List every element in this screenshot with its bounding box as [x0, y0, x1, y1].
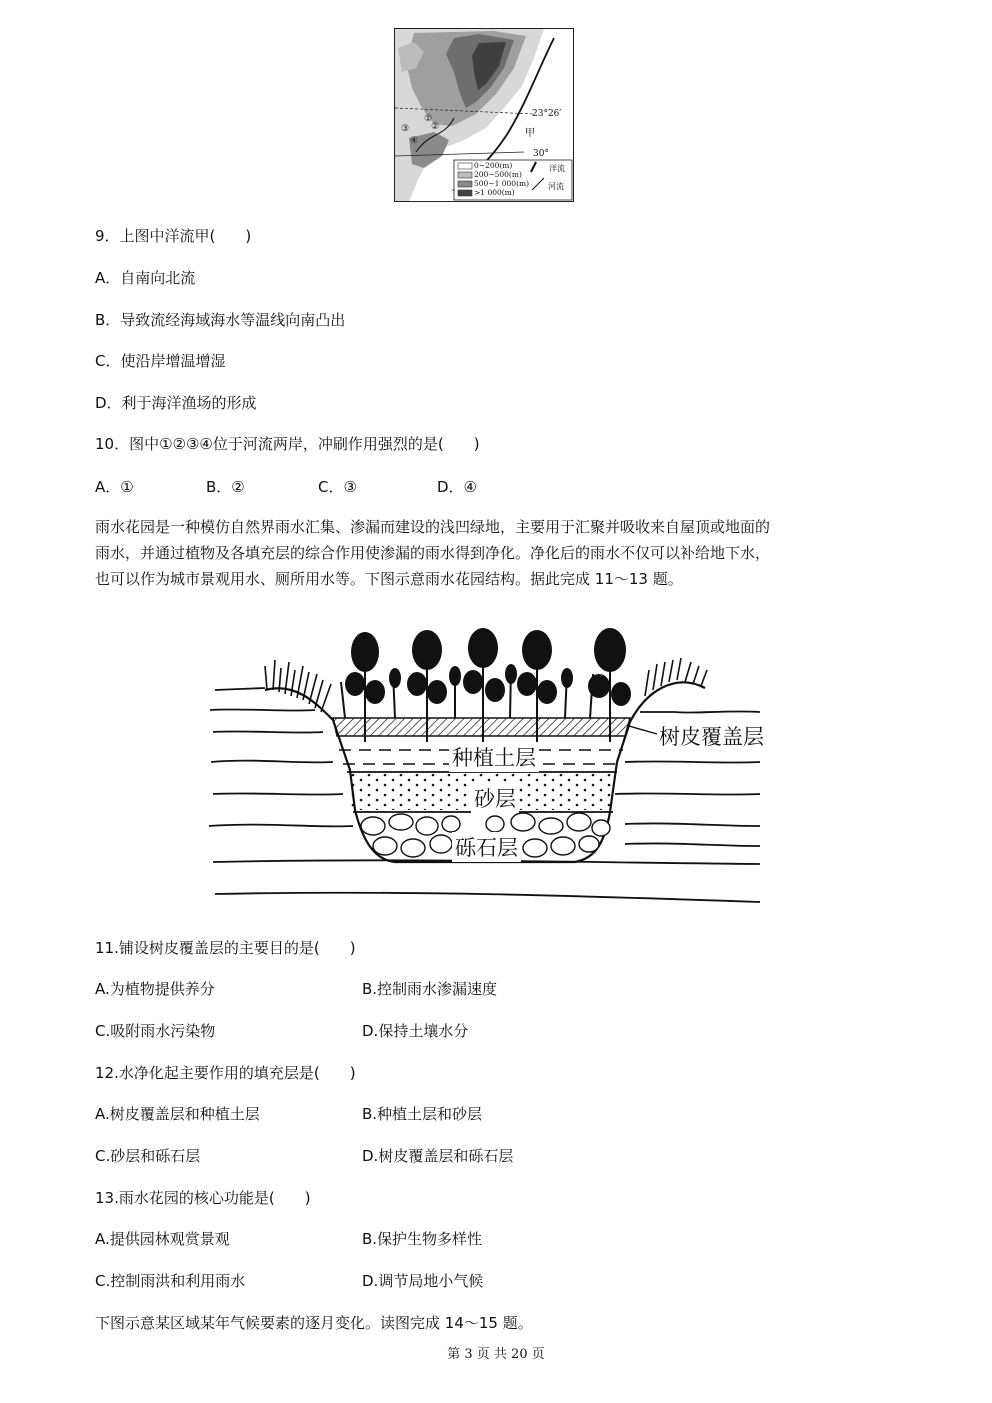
q13-option-c[interactable]: C.控制雨洪和利用雨水	[95, 1272, 246, 1290]
q12-option-b[interactable]: B.种植土层和砂层	[362, 1105, 483, 1123]
legend-river: 河流	[548, 182, 564, 191]
q11-stem: 11.铺设树皮覆盖层的主要目的是( )	[95, 939, 356, 957]
intro-climate: 下图示意某区域某年气候要素的逐月变化。读图完成 14～15 题。	[95, 1314, 533, 1332]
legend-item-3: >1 000(m)	[474, 188, 515, 197]
latitude-label-tropic: 23°26′	[532, 109, 562, 119]
legend-item-1: 200~500(m)	[474, 170, 522, 179]
q10-stem: 10．图中①②③④位于河流两岸，冲刷作用强烈的是( )	[95, 435, 480, 453]
legend-item-0: 0~200(m)	[474, 161, 513, 170]
q13-option-d[interactable]: D.调节局地小气候	[362, 1272, 484, 1290]
q13-stem: 13.雨水花园的核心功能是( )	[95, 1189, 311, 1207]
q12-option-a[interactable]: A.树皮覆盖层和种植土层	[95, 1105, 260, 1123]
q9-option-c[interactable]: C．使沿岸增温增湿	[95, 352, 226, 370]
q13-option-b[interactable]: B.保护生物多样性	[362, 1230, 483, 1248]
q10-option-d[interactable]: D．④	[437, 478, 477, 496]
site-label-1: ①	[424, 114, 433, 124]
diagram-label-sand: 砂层	[471, 783, 519, 813]
q10-option-c[interactable]: C．③	[318, 478, 357, 496]
current-label: 甲	[525, 128, 535, 139]
intro-rain-garden-line-3: 也可以作为城市景观用水、厕所用水等。下图示意雨水花园结构。据此完成 11～13 题。	[95, 570, 683, 588]
q9-stem: 9．上图中洋流甲( )	[95, 227, 252, 245]
intro-rain-garden-line-2: 雨水，并通过植物及各填充层的综合作用使渗漏的雨水得到净化。净化后的雨水不仅可以补给地下水，	[95, 544, 771, 562]
q12-stem: 12.水净化起主要作用的填充层是( )	[95, 1064, 356, 1082]
q10-option-b[interactable]: B．②	[206, 478, 245, 496]
legend-item-2: 500~1 000(m)	[474, 179, 530, 188]
q12-option-d[interactable]: D.树皮覆盖层和砾石层	[362, 1147, 514, 1165]
q9-option-a[interactable]: A．自南向北流	[95, 269, 196, 287]
diagram-label-bark: 树皮覆盖层	[659, 721, 764, 751]
site-label-3: ③	[401, 124, 410, 134]
diagram-label-soil: 种植土层	[449, 742, 539, 772]
legend-current: 洋流	[549, 164, 565, 173]
q10-option-a[interactable]: A．①	[95, 478, 134, 496]
q11-option-a[interactable]: A.为植物提供养分	[95, 980, 215, 998]
diagram-label-gravel: 砾石层	[452, 832, 521, 862]
q12-option-c[interactable]: C.砂层和砾石层	[95, 1147, 201, 1165]
q11-option-b[interactable]: B.控制雨水渗漏速度	[362, 980, 498, 998]
q11-option-d[interactable]: D.保持土壤水分	[362, 1022, 469, 1040]
site-label-4: ④	[410, 136, 419, 146]
latitude-label-30: 30°	[533, 149, 549, 159]
q9-option-d[interactable]: D．利于海洋渔场的形成	[95, 394, 257, 412]
site-label-2: ②	[431, 122, 440, 132]
intro-rain-garden-line-1: 雨水花园是一种模仿自然界雨水汇集、渗漏而建设的浅凹绿地，主要用于汇聚并吸收来自屋顶或地面的	[95, 518, 771, 536]
page-footer: 第 3 页 共 20 页	[447, 1347, 545, 1362]
q11-option-c[interactable]: C.吸附雨水污染物	[95, 1022, 216, 1040]
q13-option-a[interactable]: A.提供园林观赏景观	[95, 1230, 230, 1248]
q9-option-b[interactable]: B．导致流经海域海水等温线向南凸出	[95, 311, 346, 329]
